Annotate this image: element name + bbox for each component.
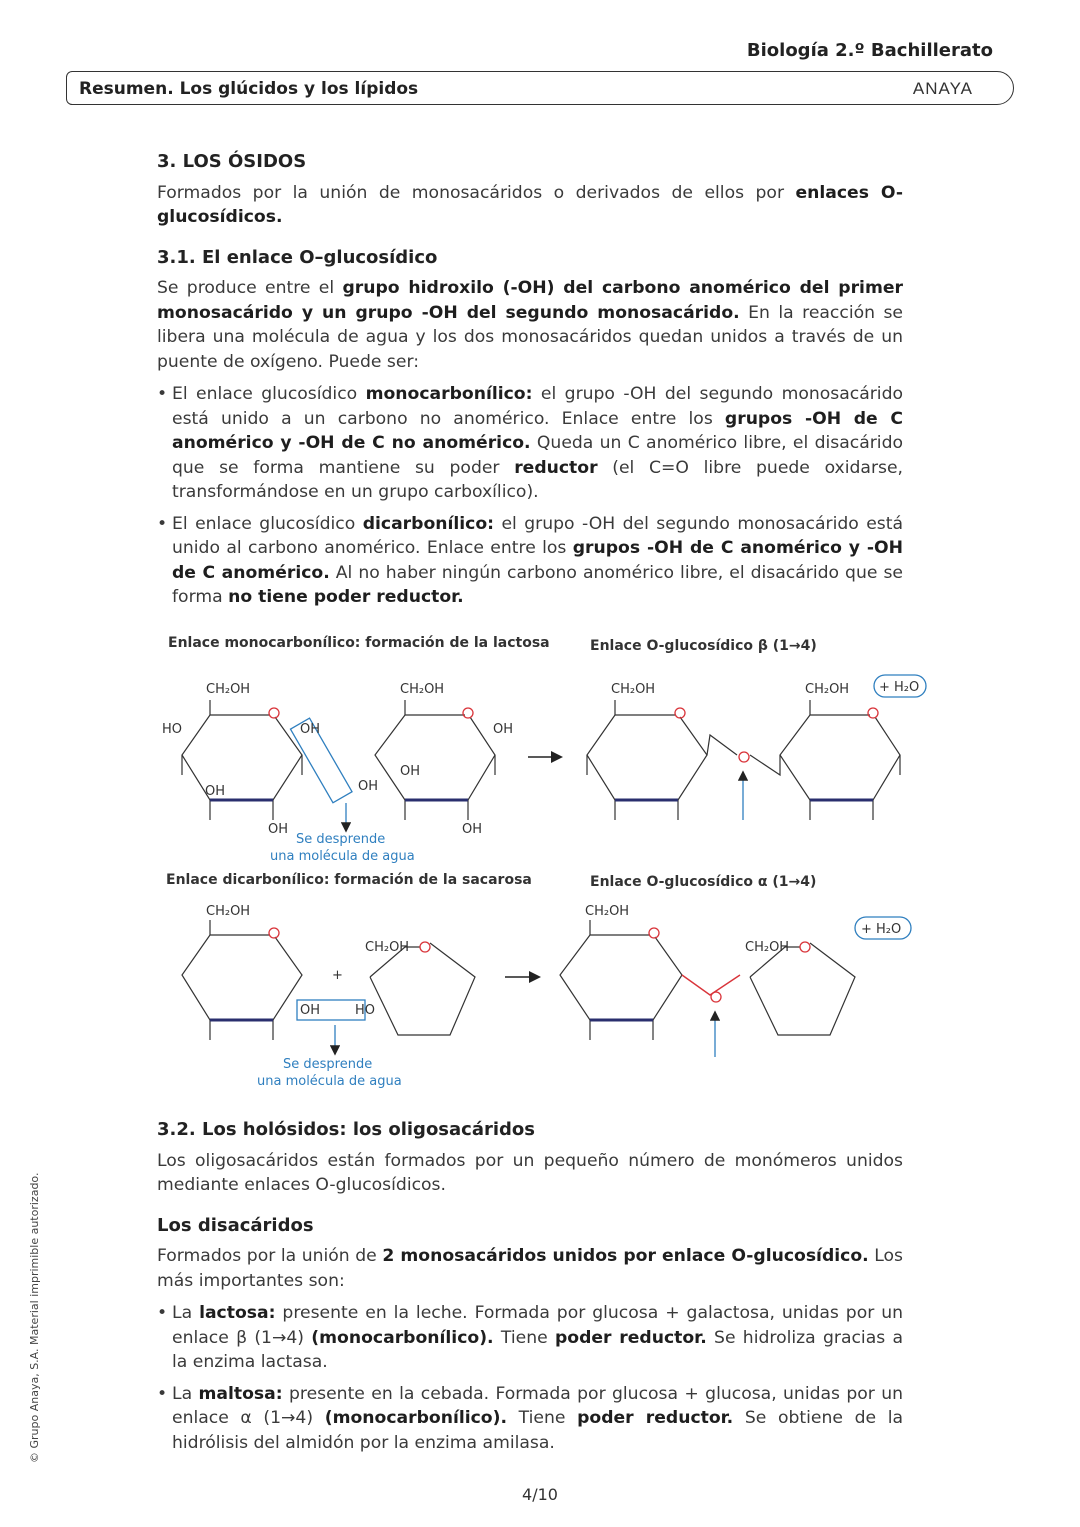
publisher-logo: ANAYA — [912, 79, 973, 98]
list-item-maltosa: • La maltosa: presente en la cebada. Formada por glucosa + glucosa, unidas por un enlace α (1→4) (monocarbonílico). Tiene poder reductor. Se obtiene de la hidrólisis del almidón por la enzima amilasa. — [157, 1382, 903, 1456]
section-3-heading: 3. LOS ÓSIDOS — [157, 151, 307, 172]
oh-label: OH — [205, 784, 226, 799]
ho-label: HO — [355, 1003, 376, 1018]
ch2oh-label: CH₂OH — [585, 904, 630, 919]
ch2oh-label: CH₂OH — [745, 940, 790, 955]
bond-type-list — [157, 382, 903, 610]
section-3-1-heading: 3.1. El enlace O–glucosídico — [157, 246, 438, 268]
page-number: 4/10 — [522, 1485, 558, 1504]
copyright-notice: © Grupo Anaya, S.A. Material imprimible autorizado. — [28, 1172, 41, 1463]
ch2oh-label: CH₂OH — [611, 682, 656, 697]
oh-label: OH — [400, 764, 421, 779]
water-release-label: + H₂O — [861, 922, 902, 937]
section-3-1-paragraph: Se produce entre el grupo hidroxilo (-OH) del carbono anomérico del primer monosacárido y un grupo -OH del segundo monosacárido. En la reacción se libera una molécula de agua y los dos monosacáridos quedan unidos a través de un puente de oxígeno. Puede ser: — [157, 278, 904, 372]
diagram-title-monocarbonilico: Enlace monocarbonílico: formación de la lactosa — [168, 635, 550, 651]
sucrose-rings — [182, 920, 855, 1040]
water-note-line2: una molécula de agua — [257, 1074, 402, 1089]
disaccharides-heading: Los disacáridos — [157, 1214, 314, 1236]
lower-content — [157, 1118, 903, 1462]
ch2oh-label: CH₂OH — [206, 682, 251, 697]
list-item-dicarbonilico: • El enlace glucosídico dicarbonílico: el grupo -OH del segundo monosacárido está unido al carbono anomérico. Enlace entre los grupos -OH de C anomérico y -OH de C anomérico. Al no haber ningún carbono anomérico libre, el disacárido que se forma no tiene poder reductor. — [157, 512, 903, 610]
section-3-intro: Formados por la unión de monosacáridos o derivados de ellos por enlaces O-glucosídicos. — [157, 182, 903, 227]
water-note-line2: una molécula de agua — [270, 849, 415, 864]
lactose-reactant-rings — [182, 700, 495, 820]
section-3-2-heading: 3.2. Los holósidos: los oligosacáridos — [157, 1119, 535, 1140]
list-item-monocarbonilico: • El enlace glucosídico monocarbonílico: el grupo -OH del segundo monosacárido está unido a un carbono no anomérico. Enlace entre los grupos -OH de C anomérico y -OH de C no anomérico. Queda un C anomérico libre, el disacárido que se forma mantiene su poder reductor (el C=O libre puede oxidarse, transformándose en un grupo carboxílico). — [157, 382, 903, 505]
oh-label: OH — [462, 822, 483, 837]
title-bar — [66, 71, 1014, 105]
disaccharides-paragraph: Formados por la unión de 2 monosacáridos unidos por enlace O-glucosídico. Los más importantes son: — [157, 1246, 903, 1291]
plus-sign: + — [332, 968, 343, 983]
ho-label: HO — [162, 722, 183, 737]
water-note-line1: Se desprende — [296, 832, 386, 847]
diagram-title-dicarbonilico: Enlace dicarbonílico: formación de la sacarosa — [166, 872, 532, 888]
oh-label: OH — [358, 779, 379, 794]
ch2oh-label: CH₂OH — [805, 682, 850, 697]
list-item-lactosa: • La lactosa: presente en la leche. Formada por glucosa + galactosa, unidas por un enlace β (1→4) (monocarbonílico). Tiene poder reductor. Se hidroliza gracias a la enzima lactasa. — [157, 1301, 903, 1375]
disaccharide-list — [157, 1301, 903, 1455]
oh-label: OH — [493, 722, 514, 737]
ch2oh-label: CH₂OH — [365, 940, 410, 955]
ch2oh-label: CH₂OH — [400, 682, 445, 697]
main-content — [157, 150, 903, 617]
section-3-2-paragraph: Los oligosacáridos están formados por un pequeño número de monómeros unidos mediante enlaces O-glucosídicos. — [157, 1150, 903, 1195]
glycosidic-bond-diagram — [150, 625, 930, 1095]
ch2oh-label: CH₂OH — [206, 904, 251, 919]
oh-label: OH — [300, 722, 321, 737]
page-title: Resumen. Los glúcidos y los lípidos — [79, 79, 419, 99]
diagram-title-alpha: Enlace O-glucosídico α (1→4) — [590, 874, 817, 890]
diagram-title-beta: Enlace O-glucosídico β (1→4) — [590, 638, 817, 654]
subject-label: Biología 2.º Bachillerato — [746, 40, 993, 61]
oh-label: OH — [268, 822, 289, 837]
oh-label: OH — [300, 1003, 321, 1018]
water-note-line1: Se desprende — [283, 1057, 373, 1072]
water-release-label: + H₂O — [879, 680, 920, 695]
